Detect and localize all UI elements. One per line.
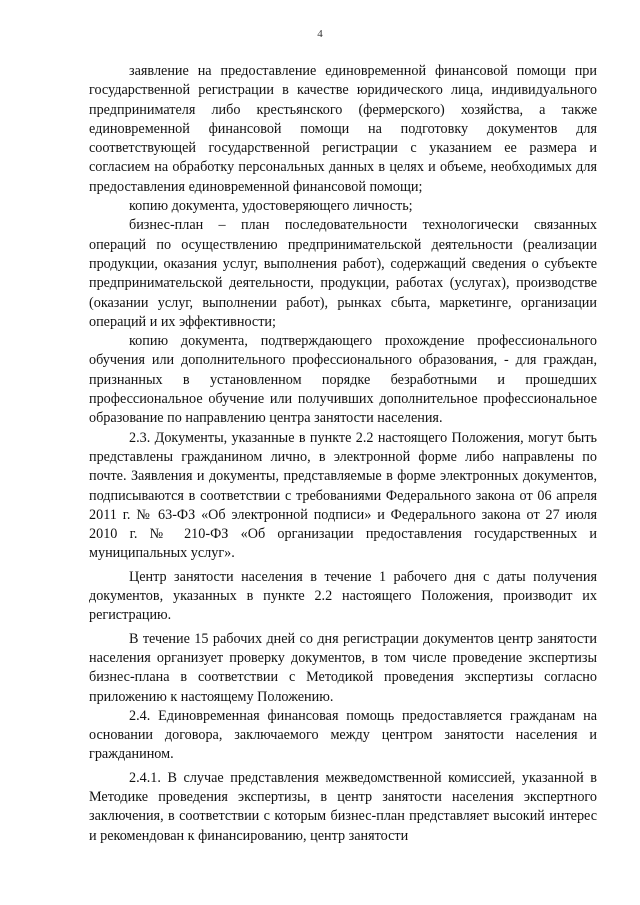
document-body (89, 62, 597, 846)
paragraph-2-3: 2.3. Документы, указанные в пункте 2.2 настоящего Положения, могут быть представлены гражданином лично, в электронной форме либо направлены по почте. Заявления и документы, представляемые в форме электронных документов, подписываются в соответствии с требованиями Федерального закона от 06 апреля 2011 г. № 63-ФЗ «Об электронной подписи» и Федерального закона от 27 июля 2010 г. № 210-ФЗ «Об организации предоставления государственных и муниципальных услуг». (89, 429, 597, 562)
paragraph-identity-copy: копию документа, удостоверяющего личность; (129, 198, 413, 215)
paragraph-2-4-1: 2.4.1. В случае представления межведомственной комиссией, указанной в Методике проведения экспертизы, в центр занятости населения экспертного заключения, в соответствии с которым бизнес-план представляет высокий интерес и рекомендован к финансированию, центр занятости (89, 769, 597, 844)
paragraph-verification: В течение 15 рабочих дней со дня регистрации документов центр занятости населения организует проверку документов, в том числе проведение экспертизы бизнес-плана в соответствии с Методикой проведения экспертизы согласно приложению к настоящему Положению. (89, 630, 597, 705)
page-number: 4 (317, 28, 323, 40)
paragraph-2-4: 2.4. Единовременная финансовая помощь предоставляется гражданам на основании договора, заключаемого между центром занятости населения и гражданином. (89, 707, 597, 763)
paragraph-registration: Центр занятости населения в течение 1 рабочего дня с даты получения документов, указанных в пункте 2.2 настоящего Положения, производит их регистрацию. (89, 568, 597, 624)
paragraph-business-plan: бизнес-план – план последовательности технологически связанных операций по осуществлению предпринимательской деятельности (реализации продукции, оказания услуг, выполнения работ), содержащий сведения о субъекте предпринимательской деятельности, продукции, работах (услугах), производстве (оказании услуг, выполнении работ), рынках сбыта, маркетинге, организации операций и их эффективности; (89, 217, 597, 330)
paragraph-application: заявление на предоставление единовременной финансовой помощи при государственной регистрации в качестве юридического лица, индивидуального предпринимателя либо крестьянского (фермерского) хозяйства, а также единовременной финансовой помощи на подготовку документов для соответствующей государственной регистрации с указанием ее размера и согласием на обработку персональных данных в целях и объеме, необходимых для предоставления единовременной финансовой помощи; (89, 63, 597, 195)
paragraph-training-copy: копию документа, подтверждающего прохождение профессионального обучения или дополнительного профессионального образования, - для граждан, признанных в установленном порядке безработными и прошедших профессиональное обучение или получивших дополнительное профессиональное образование по направлению центра занятости населения. (89, 333, 597, 427)
